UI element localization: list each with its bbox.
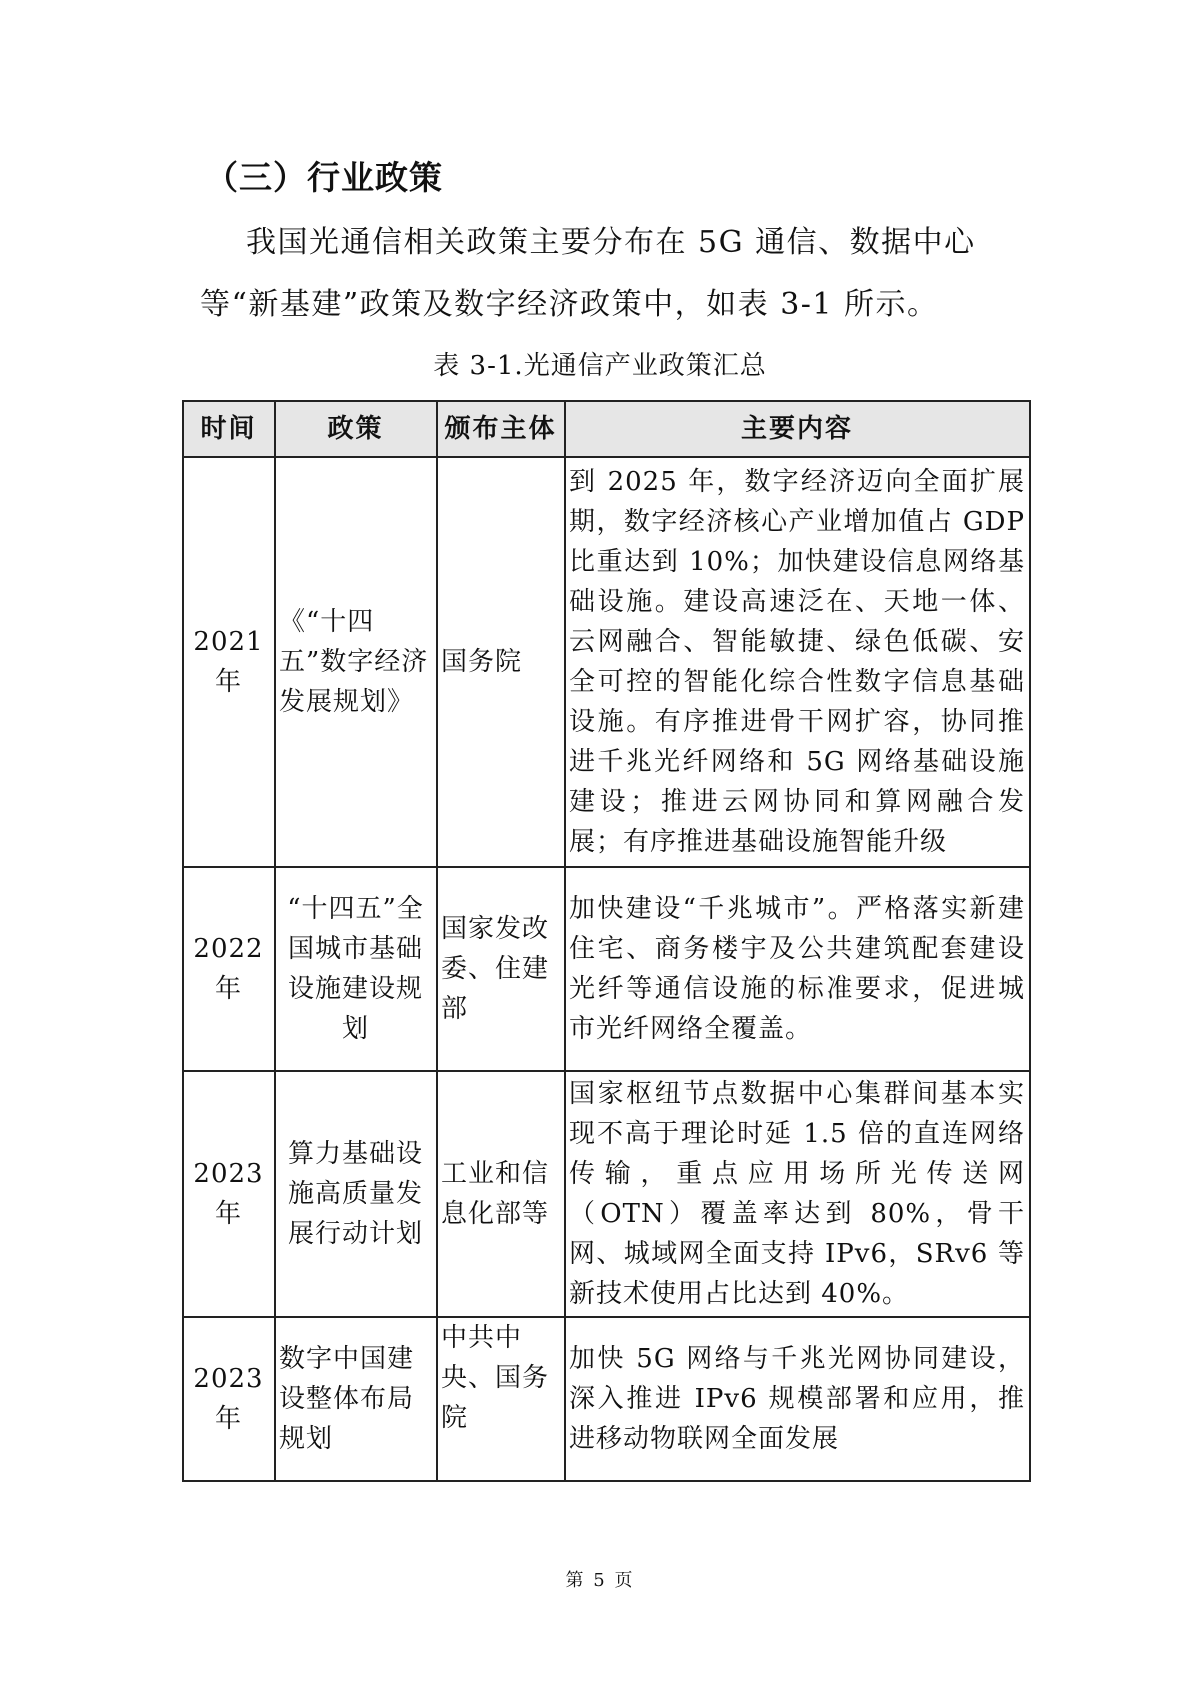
- cell-policy: “十四五”全国城市基础设施建设规划: [275, 867, 437, 1071]
- policy-table: [182, 400, 1031, 1482]
- cell-year: 2023 年: [183, 1071, 275, 1317]
- header-content: 主要内容: [565, 401, 1030, 457]
- table-row: [183, 1071, 1030, 1317]
- header-time: 时间: [183, 401, 275, 457]
- table-row: [183, 1317, 1030, 1481]
- cell-year: 2022 年: [183, 867, 275, 1071]
- header-issuer: 颁布主体: [437, 401, 565, 457]
- cell-content: 加快 5G 网络与千兆光网协同建设，深入推进 IPv6 规模部署和应用，推进移动物联网全面发展: [565, 1317, 1030, 1481]
- cell-issuer: 国务院: [437, 457, 565, 867]
- cell-year: 2021 年: [183, 457, 275, 867]
- table-header-row: [183, 401, 1030, 457]
- table-row: [183, 457, 1030, 867]
- cell-content: 加快建设“千兆城市”。严格落实新建住宅、商务楼宇及公共建筑配套建设光纤等通信设施的标准要求，促进城市光纤网络全覆盖。: [565, 867, 1030, 1071]
- cell-policy: 数字中国建设整体布局规划: [275, 1317, 437, 1481]
- header-policy: 政策: [275, 401, 437, 457]
- cell-policy: 算力基础设施高质量发展行动计划: [275, 1071, 437, 1317]
- cell-year: 2023 年: [183, 1317, 275, 1481]
- table-row: [183, 867, 1030, 1071]
- page-number: 第 5 页: [565, 1570, 635, 1591]
- cell-policy: 《“十四五”数字经济发展规划》: [275, 457, 437, 867]
- table-caption: 表 3-1.光通信产业政策汇总: [433, 351, 767, 381]
- cell-content: 国家枢纽节点数据中心集群间基本实现不高于理论时延 1.5 倍的直连网络传输，重点应用场所光传送网（OTN）覆盖率达到 80%，骨干网、城域网全面支持 IPv6，SRv6 等新技术使用占比达到 40%。: [565, 1071, 1030, 1317]
- intro-paragraph: 我国光通信相关政策主要分布在 5G 通信、数据中心等“新基建”政策及数字经济政策中，如表 3-1 所示。: [200, 225, 976, 322]
- section-heading: （三）行业政策: [205, 158, 443, 197]
- cell-issuer: 工业和信息化部等: [437, 1071, 565, 1317]
- cell-issuer: 中共中央、国务院: [437, 1317, 565, 1481]
- cell-content: 到 2025 年，数字经济迈向全面扩展期，数字经济核心产业增加值占 GDP 比重达到 10%；加快建设信息网络基础设施。建设高速泛在、天地一体、云网融合、智能敏捷、绿色低碳、安全可控的智能化综合性数字信息基础设施。有序推进骨干网扩容，协同推进千兆光纤网络和 5G 网络基础设施建设；推进云网协同和算网融合发展；有序推进基础设施智能升级: [565, 457, 1030, 867]
- cell-issuer: 国家发改委、住建部: [437, 867, 565, 1071]
